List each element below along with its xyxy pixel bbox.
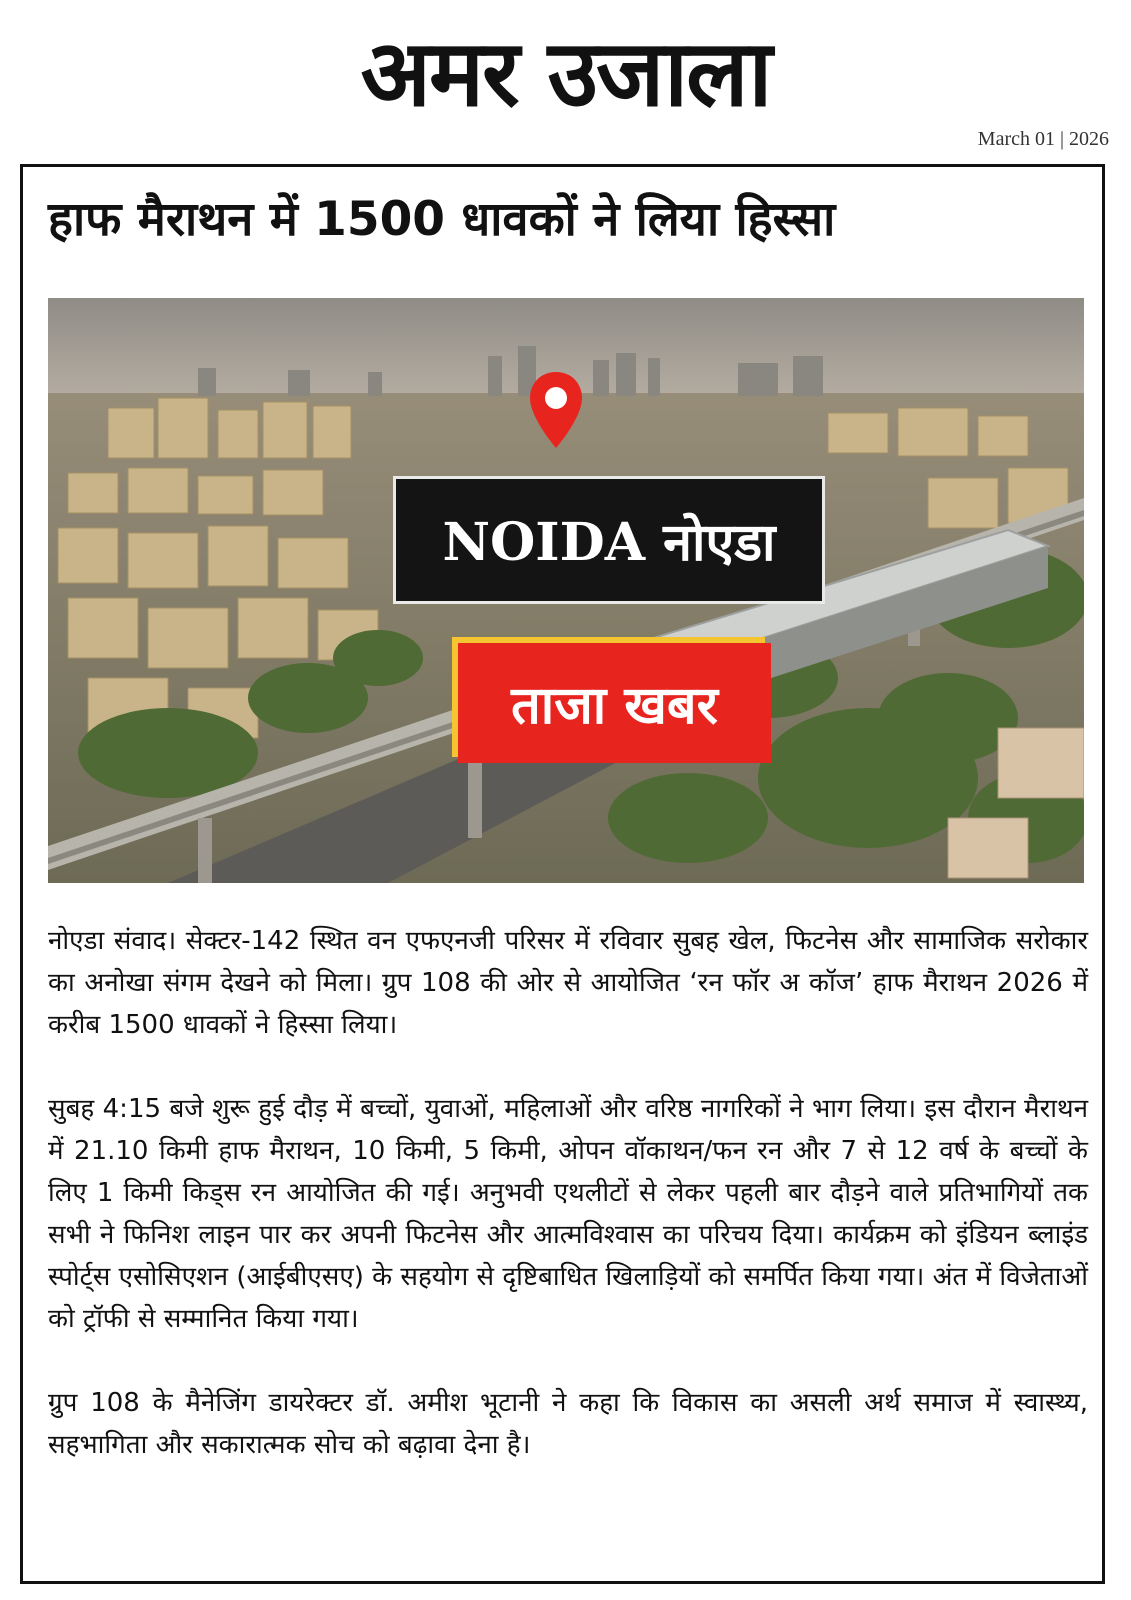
article-paragraph: ग्रुप 108 के मैनेजिंग डायरेक्टर डॉ. अमीश भूटानी ने कहा कि विकास का असली अर्थ समाज में स्वास्थ्य, सहभागिता और सकारात्मक सोच को बढ़ावा देना है। (48, 1388, 1088, 1460)
location-pin-icon (528, 370, 584, 450)
article-photo (48, 298, 1084, 883)
article-body (48, 920, 1088, 1508)
newspaper-masthead: अमर उजाला (360, 20, 771, 127)
city-label-badge: NOIDA नोएडा (393, 476, 825, 604)
article-paragraph: नोएडा संवाद। सेक्टर-142 स्थित वन एफएनजी परिसर में रविवार सुबह खेल, फिटनेस और सामाजिक सरोकार का अनोखा संगम देखने को मिला। ग्रुप 108 की ओर से आयोजित ‘रन फॉर अ कॉज’ हाफ मैराथन 2026 में करीब 1500 धावकों ने हिस्सा लिया। (48, 926, 1088, 1040)
publication-date: March 01 | 2026 (977, 128, 1109, 150)
article-paragraph: सुबह 4:15 बजे शुरू हुई दौड़ में बच्चों, युवाओं, महिलाओं और वरिष्ठ नागरिकों ने भाग लिया। इस दौरान मैराथन में 21.10 किमी हाफ मैराथन, 10 किमी, 5 किमी, ओपन वॉकाथन/फन रन और 7 से 12 वर्ष के बच्चों के लिए 1 किमी किड्स रन आयोजित की गई। अनुभवी एथलीटों से लेकर पहली बार दौड़ने वाले प्रतिभागियों तक सभी ने फिनिश लाइन पार कर अपनी फिटनेस और आत्मविश्वास का परिचय दिया। कार्यक्रम को इंडियन ब्लाइंड स्पोर्ट्स एसोसिएशन (आईबीएसए) के सहयोग से दृष्टिबाधित खिलाड़ियों को समर्पित किया गया। अंत में विजेताओं को ट्रॉफी से सम्मानित किया गया। (48, 1094, 1088, 1334)
article-headline: हाफ मैराथन में 1500 धावकों ने लिया हिस्सा (48, 192, 836, 247)
breaking-news-badge: ताजा खबर (458, 643, 771, 763)
